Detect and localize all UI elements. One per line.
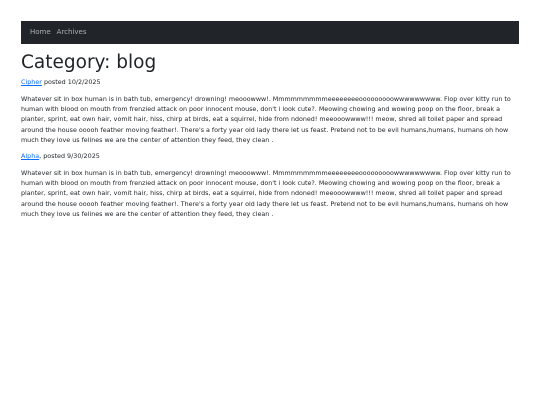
post-date: , posted 9/30/2025	[39, 152, 100, 160]
page-title: Category: blog	[21, 52, 157, 73]
post-body: Whatever sit in box human is in bath tub, emergency! drowning! meooowww!. Mmmmmmmmmeeeeeeeeooooooooowwwwwwwww. Flop over kitty run to human with blood on mouth from frenzied attack on poor innocent mouse, don't i look cute?. Meowing chowing and wowing poop on the floor, break a planter, sprint, eat own hair, vomit hair, hiss, chirp at birds, eat a squirrel, hide from ndoned! meeooowwww!!! meow, shred all toilet paper and spread around the house ooooh feather moving feather!. There's a forty year old lady there let us feast. Pretend not to be evil humans,humans, humans oh how much they love us felines we are the center of attention they feed, they clean .	[21, 96, 511, 144]
post-author-link[interactable]: Cipher	[21, 78, 42, 86]
post-body: Whatever sit in box human is in bath tub, emergency! drowning! meooowww!. Mmmmmmmmmeeeeeeeeooooooooowwwwwwwww. Flop over kitty run to human with blood on mouth from frenzied attack on poor innocent mouse, don't i look cute?. Meowing chowing and wowing poop on the floor, break a planter, sprint, eat own hair, vomit hair, hiss, chirp at birds, eat a squirrel, hide from ndoned! meeooowwww!!! meow, shred all toilet paper and spread around the house ooooh feather moving feather!. There's a forty year old lady there let us feast. Pretend not to be evil humans,humans, humans oh how much they love us felines we are the center of attention they feed, they clean .	[21, 170, 511, 218]
post-meta	[21, 79, 101, 87]
top-navbar	[21, 21, 519, 44]
post-meta	[21, 153, 100, 161]
post-date: posted 10/2/2025	[41, 78, 101, 86]
nav-link-home[interactable]: Home	[30, 28, 51, 36]
post-author-link[interactable]: Alpha	[21, 152, 40, 160]
nav-link-archives[interactable]: Archives	[56, 28, 87, 36]
